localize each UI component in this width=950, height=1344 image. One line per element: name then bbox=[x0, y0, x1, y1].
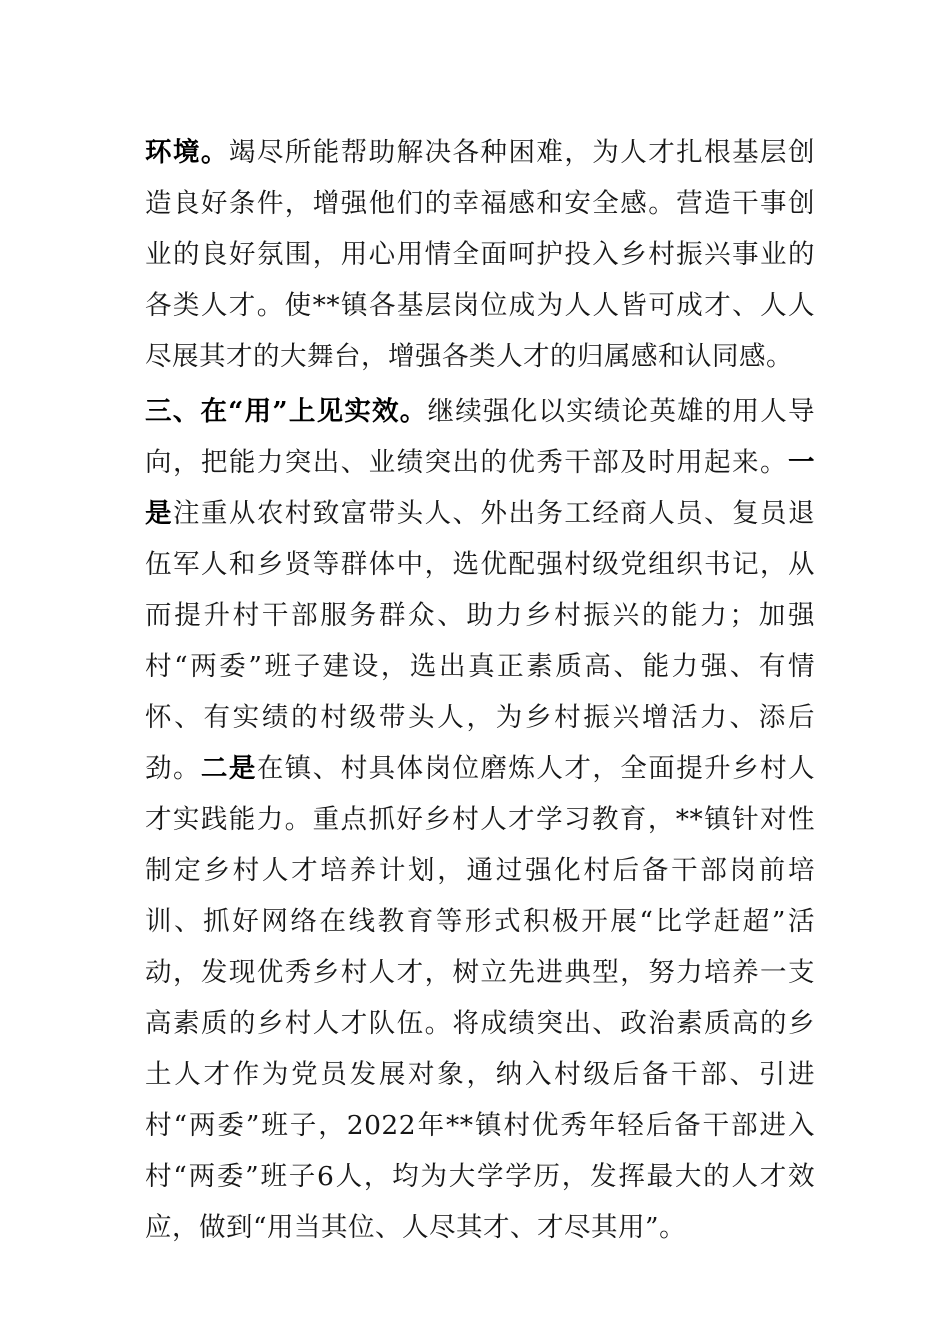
point-two-text: 在镇、村具体岗位磨炼人才，全面提升乡村人才实践能力。重点抓好乡村人才学习教育，**镇针对性制定乡村人才培养计划，通过强化村后备干部岗前培训、抓好网络在线教育等形式积极开展“比学赶超”活动，发现优秀乡村人才，树立先进典型，努力培养一支高素质的乡村人才队伍。将成绩突出、政治素质高的乡土人才作为党员发展对象，纳入村级后备干部、引进村“两委”班子，2022年**镇村优秀年轻后备干部进入村“两委”班子6人，均为大学学历，发挥最大的人才效应，做到“用当其位、人尽其才、才尽其用”。 bbox=[145, 753, 816, 1243]
point-two-label: 二是 bbox=[200, 753, 257, 784]
point-one-label: 一是 bbox=[145, 447, 815, 529]
section-heading: 三、在“用”上见实效。 bbox=[145, 396, 428, 427]
paragraph-body-text: 竭尽所能帮助解决各种困难，为人才扎根基层创造良好条件，增强他们的幸福感和安全感。营造干事创业的良好氛围，用心用情全面呵护投入乡村振兴事业的各类人才。使**镇各基层岗位成为人人皆可成才、人人尽展其才的大舞台，增强各类人才的归属感和认同感。 bbox=[145, 137, 816, 372]
paragraph-environment bbox=[145, 127, 815, 382]
point-one-text: 注重从农村致富带头人、外出务工经商人员、复员退伍军人和乡贤等群体中，选优配强村级党组织书记，从而提升村干部服务群众、助力乡村振兴的能力；加强村“两委”班子建设，选出真正素质高、能力强、有情怀、有实绩的村级带头人，为乡村振兴增活力、添后劲。 bbox=[145, 498, 816, 784]
paragraph-section-three bbox=[145, 386, 815, 1253]
section-intro-text: 继续强化以实绩论英雄的用人导向，把能力突出、业绩突出的优秀干部及时用起来。 bbox=[145, 396, 815, 478]
paragraph-lead-bold: 环境。 bbox=[145, 137, 229, 168]
